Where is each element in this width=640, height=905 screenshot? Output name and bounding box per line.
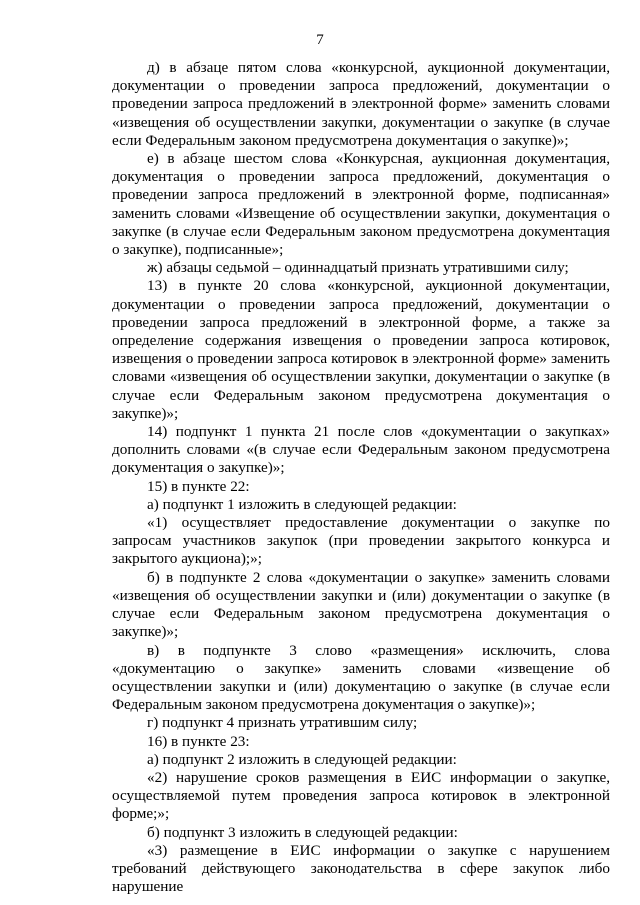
paragraph-14: 14) подпункт 1 пункта 21 после слов «документации о закупках» дополнить словами «(в случае если Федеральным законом предусмотрена документация о закупке)»; bbox=[112, 423, 610, 477]
paragraph-15-v: в) в подпункте 3 слово «размещения» исключить, слова «документацию о закупке» заменить словами «извещение об осуществлении закупки и (или) документацию о закупке (в случае если Федеральным законом предусмотрена документация о закупке)»; bbox=[112, 641, 610, 714]
document-body bbox=[112, 59, 610, 896]
paragraph-15-g: г) подпункт 4 признать утратившим силу; bbox=[147, 714, 418, 732]
paragraph-15-a-text: «1) осуществляет предоставление документации о закупке по запросам участников закупок (при проведении закрытого конкурса и закрытого аукциона);»; bbox=[112, 514, 610, 568]
paragraph-16-a-text: «2) нарушение сроков размещения в ЕИС информации о закупке, осуществляемой путем проведения запроса котировок в электронной форме;»; bbox=[112, 768, 610, 823]
paragraph-16-b: б) подпункт 3 изложить в следующей редакции: bbox=[147, 823, 458, 841]
paragraph-16: 16) в пункте 23: bbox=[147, 732, 250, 750]
paragraph-15: 15) в пункте 22: bbox=[147, 477, 250, 495]
paragraph-16-a: а) подпункт 2 изложить в следующей редакции: bbox=[147, 750, 457, 768]
paragraph-13: 13) в пункте 20 слова «конкурсной, аукционной документации, документации о проведении запроса предложений, документации о проведении запроса предложений в электронной форме, а также за определение содержания извещения о проведении запроса котировок, извещения о проведении запроса котировок в электронной форме» заменить словами «извещения об осуществлении закупки, документации о закупке (в случае если Федеральным законом предусмотрена документация о закупке)»; bbox=[112, 277, 610, 422]
paragraph-e: е) в абзаце шестом слова «Конкурсная, аукционная документация, документация о проведении запроса предложений, документация о проведении запроса предложений в электронной форме, подписанная» заменить словами «Извещение об осуществлении закупки, документация о закупке (в случае если Федеральным законом предусмотрена документация о закупке), подписанные»; bbox=[112, 150, 610, 259]
page-number: 7 bbox=[316, 32, 324, 48]
paragraph-15-a: а) подпункт 1 изложить в следующей редакции: bbox=[147, 495, 457, 513]
paragraph-d: д) в абзаце пятом слова «конкурсной, аукционной документации, документации о проведении запроса предложений, документации о проведении запроса предложений в электронной форме» заменить словами «извещения об осуществлении закупки, документации о закупке (в случае если Федеральным законом предусмотрена документация о закупке)»; bbox=[112, 59, 610, 149]
paragraph-16-b-text: «3) размещение в ЕИС информации о закупке с нарушением требований действующего законодательства в сфере закупок либо нарушение bbox=[112, 841, 610, 896]
paragraph-15-b: б) в подпункте 2 слова «документации о закупке» заменить словами «извещения об осуществлении закупки и (или) документации о закупке (в случае если Федеральным законом предусмотрена документация о закупке)»; bbox=[112, 568, 610, 641]
paragraph-zh: ж) абзацы седьмой – одиннадцатый признать утратившими силу; bbox=[147, 259, 569, 277]
